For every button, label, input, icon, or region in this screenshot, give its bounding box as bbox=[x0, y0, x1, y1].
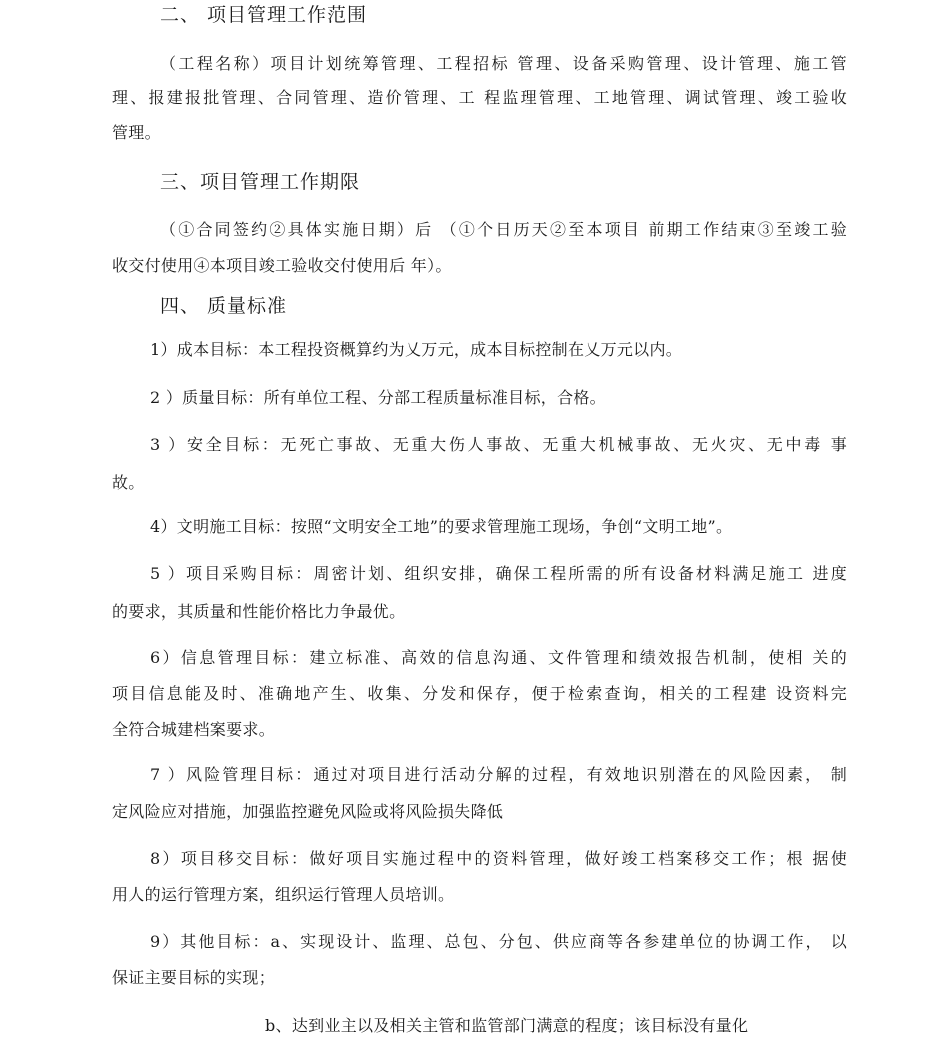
quality-item-risk: 7 ）风险管理目标：通过对项目进行活动分解的过程，有效地识别潜在的风险因素， 制 bbox=[150, 765, 847, 784]
quality-item-handover-cont: 用人的运行管理方案，组织运行管理人员培训。 bbox=[112, 885, 455, 904]
quality-item-information-cont: 全符合城建档案要求。 bbox=[112, 720, 276, 739]
section-heading-scope: 二、 项目管理工作范围 bbox=[160, 4, 368, 26]
quality-item-handover: 8）项目移交目标：做好项目实施过程中的资料管理，做好竣工档案移交工作；根 据使 bbox=[150, 849, 847, 868]
quality-item-other-b: b、达到业主以及相关主管和监管部门满意的程度；该目标没有量化 bbox=[265, 1016, 749, 1035]
quality-item-civilized: 4）文明施工目标：按照“文明安全工地”的要求管理施工现场，争创“文明工地”。 bbox=[150, 517, 733, 536]
section-heading-term: 三、项目管理工作期限 bbox=[160, 171, 361, 193]
quality-item-quality: 2 ）质量目标：所有单位工程、分部工程质量标准目标，合格。 bbox=[150, 388, 606, 407]
paragraph-line: 理、报建报批管理、合同管理、造价管理、工 程监理管理、工地管理、调试管理、竣工验收 bbox=[112, 88, 847, 107]
quality-item-other-cont: 保证主要目标的实现； bbox=[112, 968, 276, 987]
quality-item-information-cont: 项目信息能及时、准确地产生、收集、分发和保存，便于检索查询，相关的工程建 设资料完 bbox=[112, 684, 847, 703]
quality-item-safety-cont: 故。 bbox=[112, 473, 145, 492]
quality-item-safety: 3 ）安全目标：无死亡事故、无重大伤人事故、无重大机械事故、无火灾、无中毒 事 bbox=[150, 435, 847, 454]
quality-item-other: 9）其他目标：a、实现设计、监理、总包、分包、供应商等各参建单位的协调工作， 以 bbox=[150, 932, 847, 951]
quality-item-information: 6）信息管理目标：建立标准、高效的信息沟通、文件管理和绩效报告机制，使相 关的 bbox=[150, 648, 847, 667]
paragraph-line: 收交付使用④本项目竣工验收交付使用后 年）。 bbox=[112, 256, 452, 275]
paragraph-line: （①合同签约②具体实施日期）后 （①个日历天②至本项目 前期工作结束③至竣工验 bbox=[160, 220, 847, 239]
quality-item-cost: 1）成本目标：本工程投资概算约为乂万元，成本目标控制在乂万元以内。 bbox=[150, 340, 683, 359]
quality-item-procurement-cont: 的要求，其质量和性能价格比力争最优。 bbox=[112, 602, 406, 621]
quality-item-procurement: 5 ）项目采购目标：周密计划、组织安排，确保工程所需的所有设备材料满足施工 进度 bbox=[150, 564, 847, 583]
paragraph-line: 管理。 bbox=[112, 123, 161, 142]
quality-item-risk-cont: 定风险应对措施，加强监控避免风险或将风险损失降低 bbox=[112, 802, 504, 821]
section-heading-quality: 四、 质量标准 bbox=[160, 295, 288, 317]
paragraph-line: （工程名称）项目计划统筹管理、工程招标 管理、设备采购管理、设计管理、施工管 bbox=[160, 54, 847, 73]
